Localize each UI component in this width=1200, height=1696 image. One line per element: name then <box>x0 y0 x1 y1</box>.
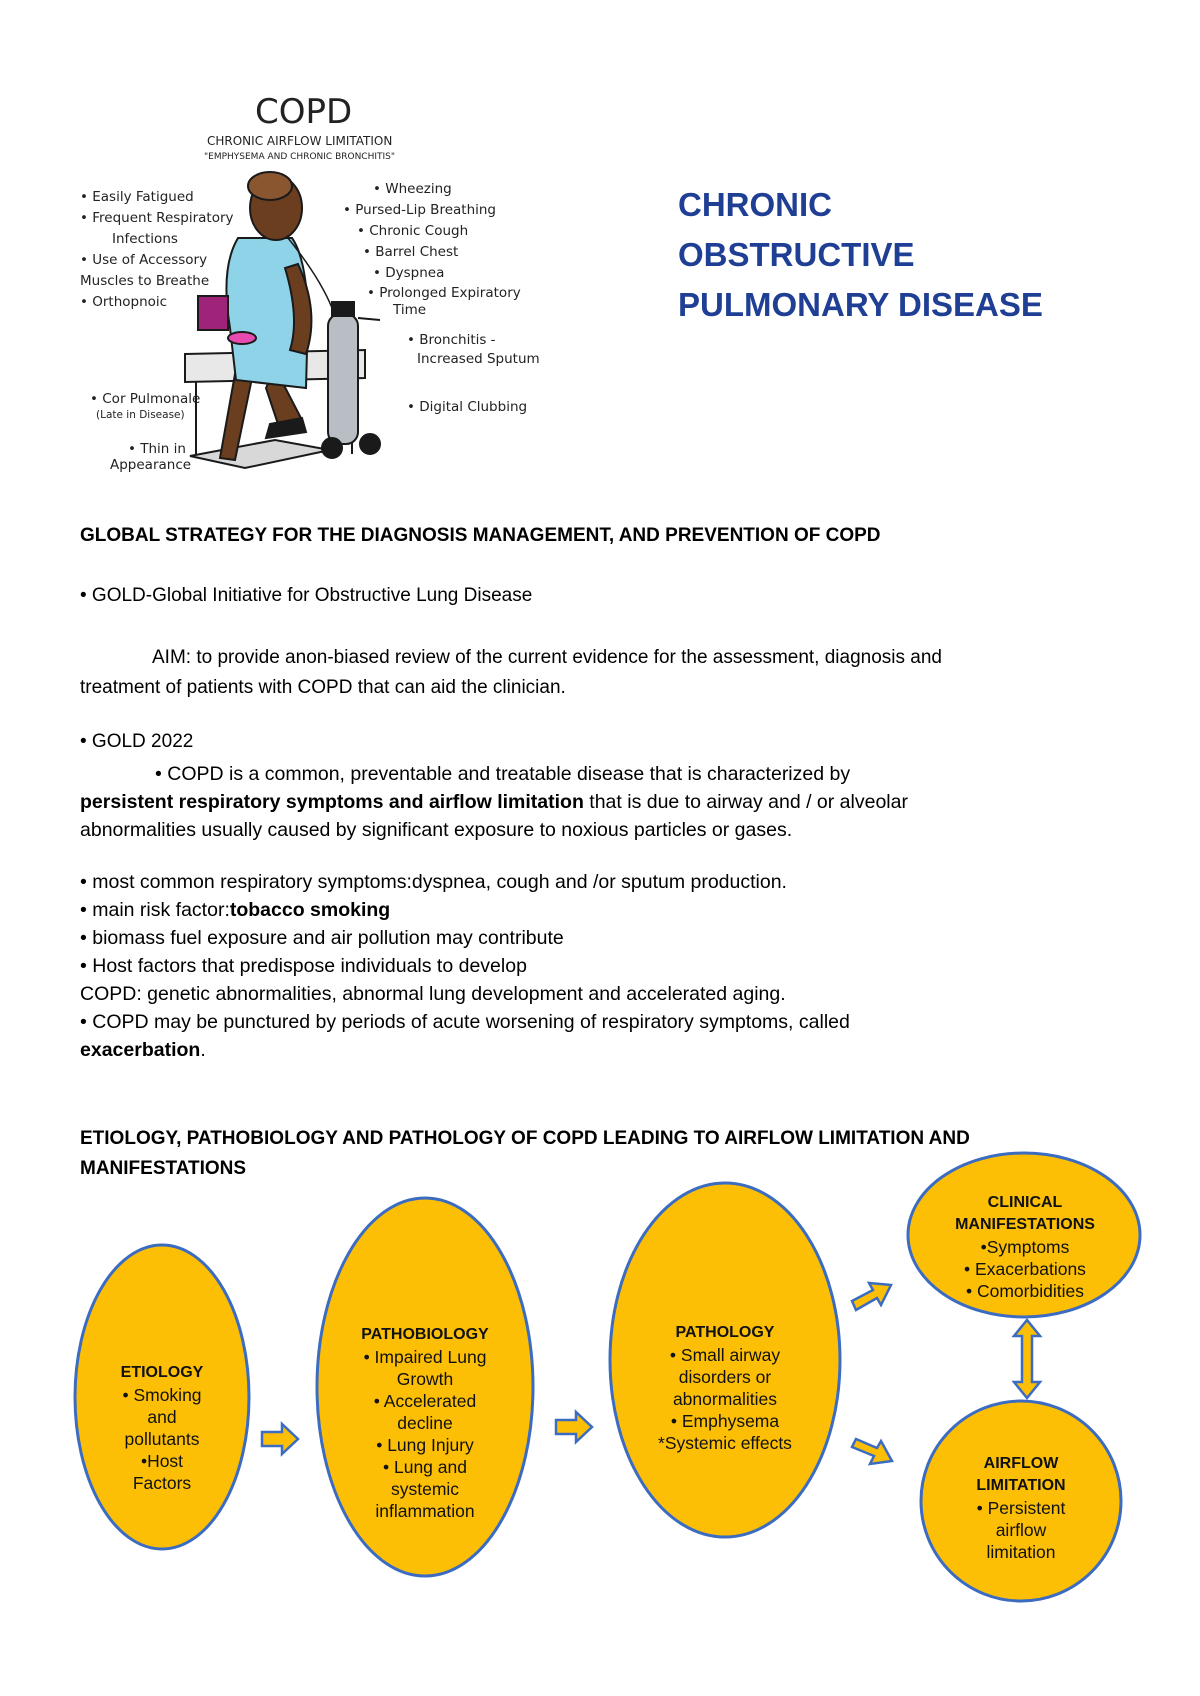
node-line: • Impaired Lung <box>363 1347 487 1367</box>
node-title: MANIFESTATIONS <box>955 1216 1095 1233</box>
pathobiology-text <box>335 1324 515 1522</box>
node-title: CLINICAL <box>987 1194 1063 1211</box>
node-line: • Small airway <box>669 1345 781 1365</box>
emphasis-text: persistent respiratory symptoms and airflow limitation <box>80 791 584 813</box>
node-line: • Smoking <box>122 1385 202 1405</box>
node-line: and <box>147 1407 177 1427</box>
illustration-label: • Use of Accessory <box>80 252 208 268</box>
definition-paragraph <box>80 760 1140 844</box>
node-title: ETIOLOGY <box>120 1364 204 1381</box>
node-line: pollutants <box>124 1429 200 1449</box>
emphasis-text: exacerbation <box>80 1039 201 1061</box>
node-line: • Emphysema <box>670 1411 780 1431</box>
page-title-line: OBSTRUCTIVE <box>678 236 915 273</box>
illustration-label: • Orthopnoic <box>80 294 168 310</box>
illustration-label: Infections <box>112 231 178 247</box>
section-heading-line: ETIOLOGY, PATHOBIOLOGY AND PATHOLOGY OF COPD LEADING TO AIRFLOW LIMITATION AND <box>80 1128 970 1149</box>
illustration-title: COPD <box>255 92 353 132</box>
copd-illustration <box>70 88 590 500</box>
node-title: AIRFLOW <box>983 1455 1059 1472</box>
node-line: • Lung and <box>383 1457 467 1477</box>
node-title: LIMITATION <box>976 1477 1066 1494</box>
illustration-label: • Thin in <box>128 441 186 457</box>
arrow-right-icon <box>262 1424 298 1454</box>
illustration-label: • Bronchitis - <box>407 332 496 348</box>
illustration-label: • Easily Fatigued <box>80 189 194 205</box>
illustration-label: (Late in Disease) <box>96 409 185 421</box>
page-title <box>678 180 1138 330</box>
clinical-manifestations-text <box>930 1192 1120 1302</box>
aim-line: AIM: to provide anon-biased review of the current evidence for the assessment, diagnosis and <box>152 647 942 668</box>
aim-paragraph <box>80 643 1120 703</box>
illustration-label: • Wheezing <box>373 181 452 197</box>
section-heading-line: MANIFESTATIONS <box>80 1158 247 1179</box>
node-line: •Host <box>140 1451 184 1471</box>
list-item: • GOLD-Global Initiative for Obstructive Lung Disease <box>80 585 533 606</box>
node-line: decline <box>397 1413 453 1433</box>
list-item: COPD: genetic abnormalities, abnormal lung development and accelerated aging. <box>80 983 786 1005</box>
arrow-down-right-icon <box>852 1439 892 1464</box>
definition-line <box>80 788 1140 816</box>
list-item <box>80 1036 1140 1064</box>
node-line: • Accelerated <box>373 1391 477 1411</box>
list-item <box>80 896 1140 924</box>
arrow-up-right-icon <box>852 1283 891 1310</box>
flow-diagram <box>0 1150 1200 1696</box>
node-line: abnormalities <box>672 1389 778 1409</box>
node-title: PATHOLOGY <box>675 1324 775 1341</box>
node-line: disorders or <box>678 1367 772 1387</box>
node-line: *Systemic effects <box>658 1433 792 1453</box>
illustration-label: • Prolonged Expiratory <box>367 285 521 301</box>
section-heading: GLOBAL STRATEGY FOR THE DIAGNOSIS MANAGEMENT, AND PREVENTION OF COPD <box>80 525 881 546</box>
node-line: • Lung Injury <box>376 1435 474 1455</box>
illustration-label: • Pursed-Lip Breathing <box>343 202 496 218</box>
node-line: • Persistent <box>976 1498 1066 1518</box>
illustration-label: Time <box>393 302 427 318</box>
illustration-label: • Digital Clubbing <box>407 399 528 415</box>
illustration-label: • Dyspnea <box>373 265 445 281</box>
illustration-subtitle-2: "EMPHYSEMA AND CHRONIC BRONCHITIS" <box>204 152 396 162</box>
arrow-right-icon <box>556 1412 592 1442</box>
illustration-label: • Frequent Respiratory <box>80 210 234 226</box>
list-item: • Host factors that predispose individuals to develop <box>80 955 527 977</box>
list-item: • biomass fuel exposure and air pollution may contribute <box>80 927 564 949</box>
node-line: Factors <box>132 1473 192 1493</box>
illustration-label: • Cor Pulmonale <box>90 391 201 407</box>
node-line: limitation <box>986 1542 1056 1562</box>
illustration-label: Appearance <box>110 457 192 473</box>
node-line: Growth <box>396 1369 454 1389</box>
emphasis-text: tobacco smoking <box>229 899 391 921</box>
page-title-line: CHRONIC <box>678 186 832 223</box>
node-line: • Exacerbations <box>964 1259 1086 1279</box>
bullet-list <box>80 868 1140 1064</box>
node-line: inflammation <box>375 1501 475 1521</box>
definition-text: that is due to airway and / or alveolar <box>583 791 908 813</box>
illustration-label: Increased Sputum <box>417 351 540 367</box>
node-line: airflow <box>995 1520 1047 1540</box>
definition-line: • COPD is a common, preventable and treatable disease that is characterized by <box>155 763 851 785</box>
list-item-text: . <box>200 1039 206 1061</box>
aim-line: treatment of patients with COPD that can aid the clinician. <box>80 677 566 698</box>
illustration-label: Muscles to Breathe <box>80 273 210 289</box>
list-item: • COPD may be punctured by periods of acute worsening of respiratory symptoms, called <box>80 1011 850 1033</box>
etiology-text <box>92 1362 232 1494</box>
node-line: systemic <box>390 1479 460 1499</box>
definition-line: abnormalities usually caused by significant exposure to noxious particles or gases. <box>80 819 793 841</box>
list-item: • most common respiratory symptoms:dyspnea, cough and /or sputum production. <box>80 871 787 893</box>
node-title: PATHOBIOLOGY <box>361 1326 489 1343</box>
node-line: •Symptoms <box>980 1237 1070 1257</box>
list-item-text: • main risk factor: <box>80 899 230 921</box>
list-item: • GOLD 2022 <box>80 731 194 752</box>
pathology-text <box>630 1322 820 1454</box>
illustration-label: • Barrel Chest <box>363 244 459 260</box>
arrow-up-down-icon <box>1014 1320 1040 1398</box>
illustration-subtitle: CHRONIC AIRFLOW LIMITATION <box>207 134 393 148</box>
airflow-limitation-text <box>951 1453 1091 1563</box>
illustration-label: • Chronic Cough <box>357 223 469 239</box>
page-title-line: PULMONARY DISEASE <box>678 286 1043 323</box>
node-line: • Comorbidities <box>966 1281 1084 1301</box>
